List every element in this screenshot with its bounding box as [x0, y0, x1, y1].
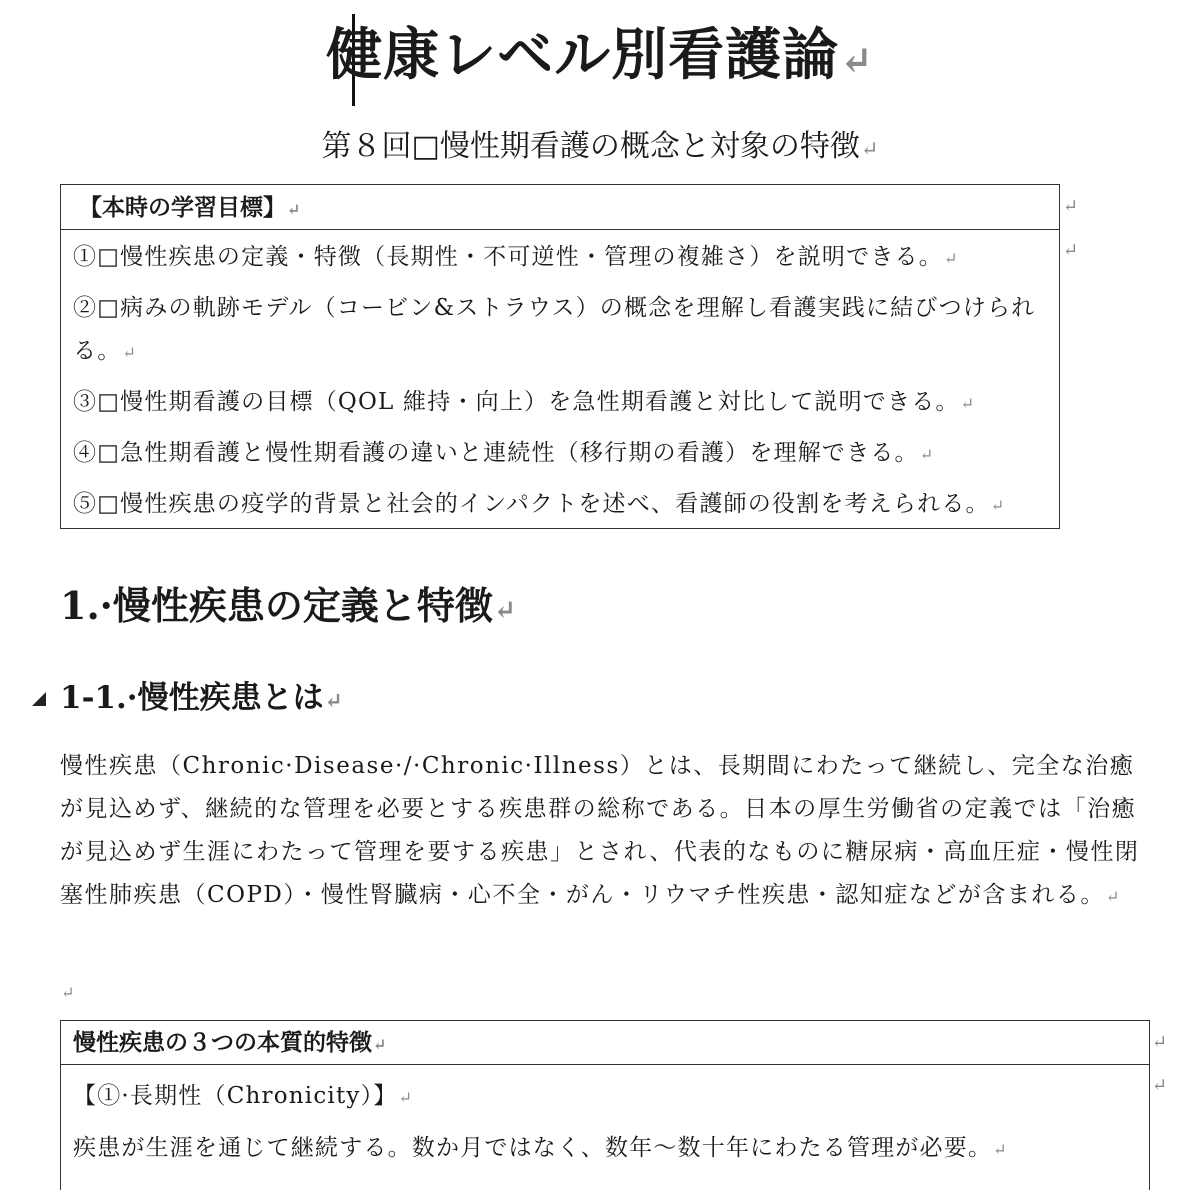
row-end-mark: ↵: [1152, 1032, 1168, 1053]
document-title: [0, 20, 1200, 96]
features-table: [60, 1020, 1150, 1190]
features-heading: 慢性疾患の３つの本質的特徴: [73, 1029, 372, 1056]
paragraph-mark: ↵: [860, 137, 879, 161]
row-end-mark: ↵: [1063, 240, 1079, 261]
objectives-heading: 【本時の学習目標】: [79, 194, 286, 221]
objective-item: ⑤□慢性疾患の疫学的背景と社会的インパクトを述べ、看護師の役割を考えられる。↵: [73, 491, 1006, 517]
row-end-mark: ↵: [1063, 196, 1079, 217]
features-body-cell: [61, 1065, 1149, 1175]
section-heading-1: 1.·慢性疾患の定義と特徴↵: [60, 583, 517, 628]
row-end-mark: ↵: [1152, 1075, 1168, 1096]
objective-item: ④□急性期看護と慢性期看護の違いと連続性（移行期の看護）を理解できる。↵: [73, 440, 935, 466]
objectives-heading-cell: [61, 185, 1059, 230]
collapse-triangle-icon[interactable]: [32, 692, 46, 706]
paragraph-mark: ↵: [287, 200, 301, 219]
features-heading-cell: 慢性疾患の３つの本質的特徴↵: [61, 1021, 1149, 1065]
document-subtitle-text: 第８回□慢性期看護の概念と対象の特徴: [321, 129, 860, 164]
body-paragraph: 慢性疾患（Chronic·Disease·/·Chronic·Illness）とは、長期間にわたって継続し、完全な治癒が見込めず、継続的な管理を必要とする疾患群の総称である。日本の厚生労働省の定義では「治癒が見込めず生涯にわたって管理を要する疾患」とされ、代表的なものに糖尿病・高血圧症・慢性閉塞性肺疾患（COPD）・慢性腎臓病・心不全・がん・リウマチ性疾患・認知症などが含まれる。↵: [60, 753, 1140, 908]
document-subtitle: [0, 126, 1200, 170]
paragraph-mark: ↵: [840, 38, 874, 84]
learning-objectives-table: [60, 184, 1060, 529]
section-heading-1-1: 1-1.·慢性疾患とは↵: [60, 680, 343, 716]
feature-item-title: 【①·長期性（Chronicity）】↵: [73, 1083, 414, 1109]
objective-item: ③□慢性期看護の目標（QOL 維持・向上）を急性期看護と対比して説明できる。↵: [73, 389, 976, 415]
objectives-list: [61, 230, 1059, 527]
document-title-text: 健康レベル別看護論: [326, 22, 840, 88]
objective-item: ①□慢性疾患の定義・特徴（長期性・不可逆性・管理の複雑さ）を説明できる。↵: [73, 244, 959, 270]
empty-paragraph: ↵: [61, 983, 75, 1002]
objective-item: ②□病みの軌跡モデル（コービン&ストラウス）の概念を理解し看護実践に結びつけられる。↵: [73, 295, 1036, 364]
feature-item-text: 疾患が生涯を通じて継続する。数か月ではなく、数年〜数十年にわたる管理が必要。↵: [73, 1135, 1008, 1161]
